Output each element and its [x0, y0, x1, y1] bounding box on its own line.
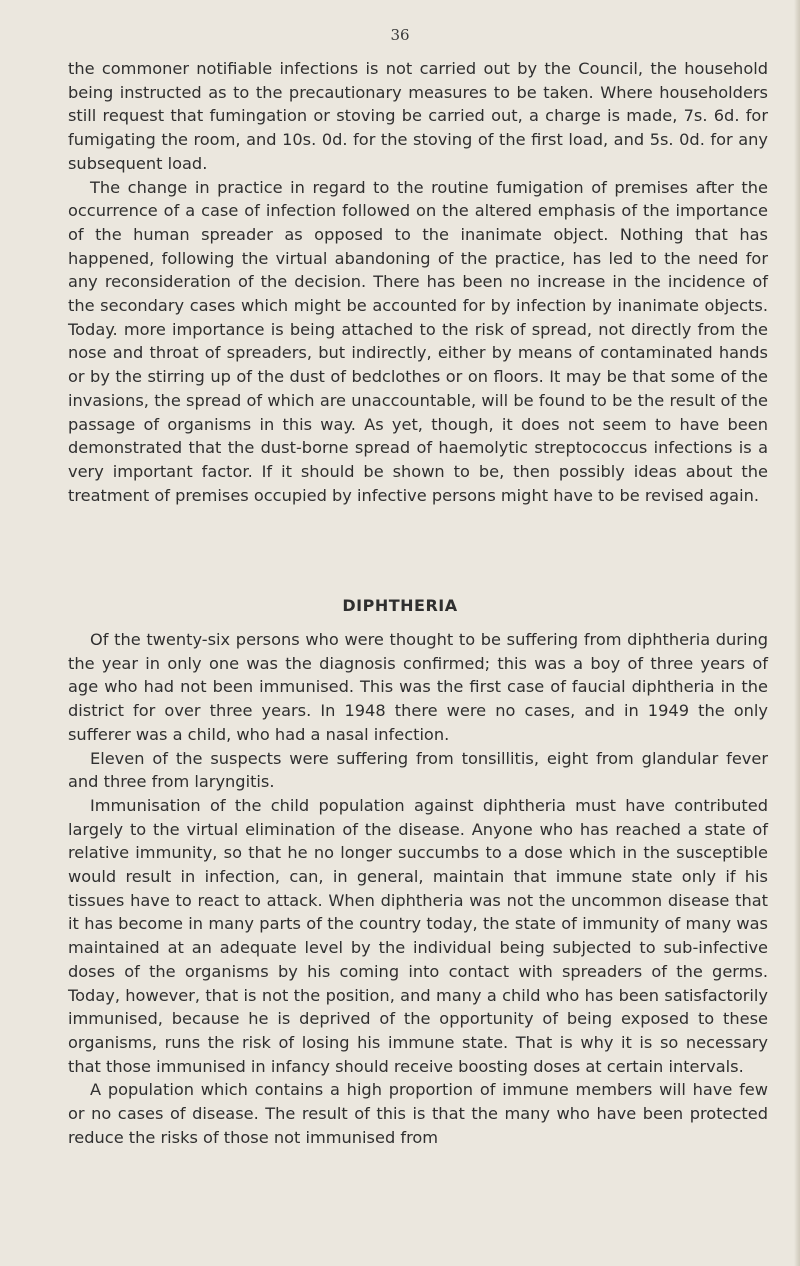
paragraph: Eleven of the suspects were suffering from tonsillitis, eight from glandular fever and three from laryngitis.: [68, 748, 768, 792]
paragraph: The change in practice in regard to the routine fumigation of premises after the occurrence of a case of infection followed on the altered emphasis of the importance of the human spreader as opposed to the inanimate object. Nothing that has happened, following the virtual abandoning of the practice, has led to the need for any reconsideration of the decision. There has been no increase in the incidence of the secondary cases which might be accounted for by infection by inanimate objects. Today. more importance is being attached to the risk of spread, not directly from the nose and throat of spreaders, but indirectly, either by means of contaminated hands or by the stirring up of the dust of bedclothes or on floors. It may be that some of the invasions, the spread of which are unaccountable, will be found to be the result of the passage of organisms in this way. As yet, though, it does not seem to have been demonstrated that the dust-borne spread of haemolytic streptococcus infections is a very important factor. If it should be shown to be, then possibly ideas about the treatment of premises occupied by infective persons might have to be revised again.: [68, 177, 768, 505]
paragraph: the commoner notifiable infections is not carried out by the Council, the household being instructed as to the precautionary measures to be taken. Where householders still request that fumingation or stoving be carried out, a charge is made, 7s. 6d. for fumigating the room, and 10s. 0d. for the stoving of the first load, and 5s. 0d. for any subsequent load.: [68, 59, 768, 173]
paragraph: A population which contains a high proportion of immune members will have few or no cases of disease. The result of this is that the many who have been protected reduce the risks of those not immunised from: [68, 1080, 768, 1147]
paragraph: Immunisation of the child population against diphtheria must have contributed largely to the virtual elimination of the disease. Anyone who has reached a state of relative immunity, so that he no longer succumbs to a dose which in the susceptible would result in infection, can, in general, maintain that immune state only if his tissues have to react to attack. When diphtheria was not the uncommon disease that it has become in many parts of the country today, the state of immunity of many was maintained at an adequate level by the individual being subjected to sub-infective doses of the organisms by his coming into contact with spreaders of the germs. Today, however, that is not the position, and many a child who has been satisfactorily immunised, because he is deprived of the opportunity of being exposed to these organisms, runs the risk of losing his immune state. That is why it is so necessary that those immunised in infancy should receive boosting doses at certain intervals.: [68, 795, 768, 1076]
page-edge-shadow: [794, 0, 800, 1266]
page-number: 36: [390, 26, 410, 44]
section-heading-diphtheria: DIPHTHERIA: [342, 596, 458, 615]
paragraph: Of the twenty-six persons who were thought to be suffering from diphtheria during the year in only one was the diagnosis confirmed; this was a boy of three years of age who had not been immunised. This was the first case of faucial diphtheria in the district for over three years. In 1948 there were no cases, and in 1949 the only sufferer was a child, who had a nasal infection.: [68, 630, 768, 744]
body-text-diphtheria: [68, 628, 768, 1149]
body-text-top: [68, 57, 768, 507]
